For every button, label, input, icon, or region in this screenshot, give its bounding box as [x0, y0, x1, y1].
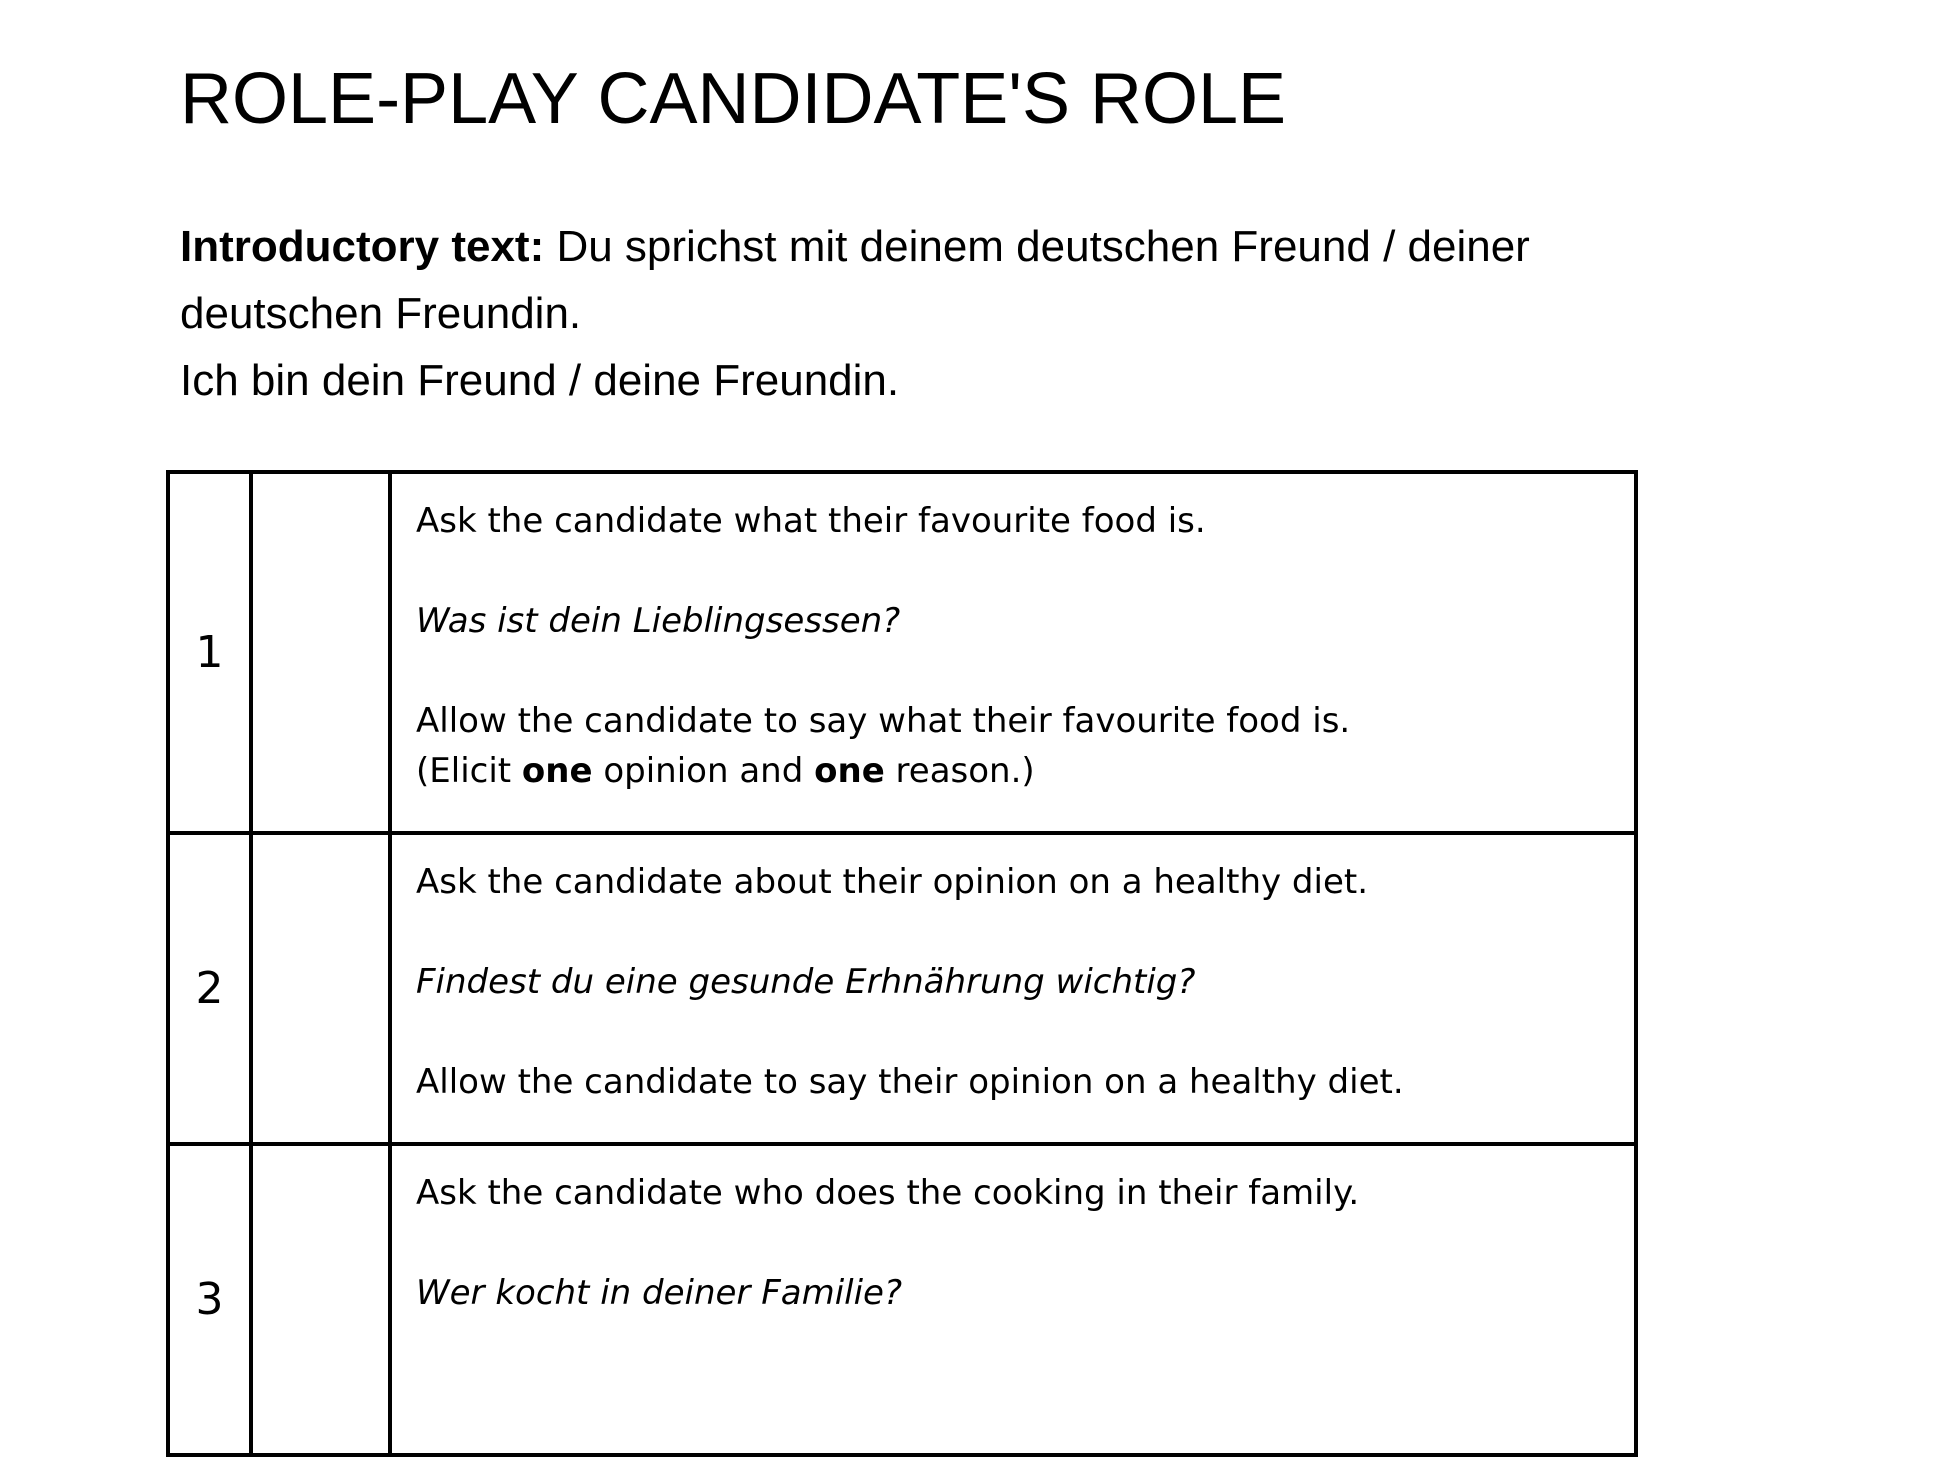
- task-question: Was ist dein Lieblingsessen?: [416, 601, 901, 641]
- task-question: Wer kocht in deiner Familie?: [416, 1273, 903, 1313]
- spacer: [416, 646, 1634, 696]
- elicit-text: opinion and: [592, 751, 815, 791]
- intro-line-2: Ich bin dein Freund / deine Freundin.: [180, 356, 900, 405]
- intro-paragraph: [180, 213, 1680, 347]
- task-instruction: Ask the candidate what their favourite food is.: [416, 501, 1206, 541]
- task-question: Findest du eine gesunde Erhnährung wichtig?: [416, 962, 1196, 1002]
- task-content: [390, 1144, 1636, 1455]
- intro-line-1: Du sprichst mit deinem deutschen Freund / deiner deutschen Freundin.: [180, 222, 1530, 338]
- intro-label: Introductory text:: [180, 222, 545, 271]
- task-instruction: Ask the candidate who does the cooking in their family.: [416, 1173, 1360, 1213]
- page-title: ROLE-PLAY CANDIDATE'S ROLE: [180, 59, 1287, 139]
- task-response: Allow the candidate to say what their favourite food is.: [416, 701, 1351, 741]
- task-number: 1: [168, 472, 251, 833]
- role-play-table-wrapper: [166, 470, 1638, 1457]
- spacer: [416, 1218, 1634, 1268]
- elicit-text: reason.): [884, 751, 1035, 791]
- task-blank-cell: [251, 472, 390, 833]
- spacer: [416, 907, 1634, 957]
- table-row: [168, 472, 1636, 833]
- task-instruction: Ask the candidate about their opinion on a healthy diet.: [416, 862, 1369, 902]
- table-row: [168, 833, 1636, 1144]
- table-row: [168, 1144, 1636, 1455]
- task-blank-cell: [251, 833, 390, 1144]
- elicit-emphasis: one: [521, 751, 593, 791]
- elicit-emphasis: one: [814, 751, 885, 791]
- elicit-text: (Elicit: [416, 751, 522, 791]
- task-number: 3: [168, 1144, 251, 1455]
- task-number: 2: [168, 833, 251, 1144]
- task-content: [390, 472, 1636, 833]
- task-response: Allow the candidate to say their opinion on a healthy diet.: [416, 1062, 1404, 1102]
- spacer: [416, 1007, 1634, 1057]
- task-content: [390, 833, 1636, 1144]
- introductory-text: [180, 213, 1680, 414]
- role-play-table: [166, 470, 1638, 1457]
- task-blank-cell: [251, 1144, 390, 1455]
- spacer: [416, 546, 1634, 596]
- task-elicit-note: [416, 746, 1634, 796]
